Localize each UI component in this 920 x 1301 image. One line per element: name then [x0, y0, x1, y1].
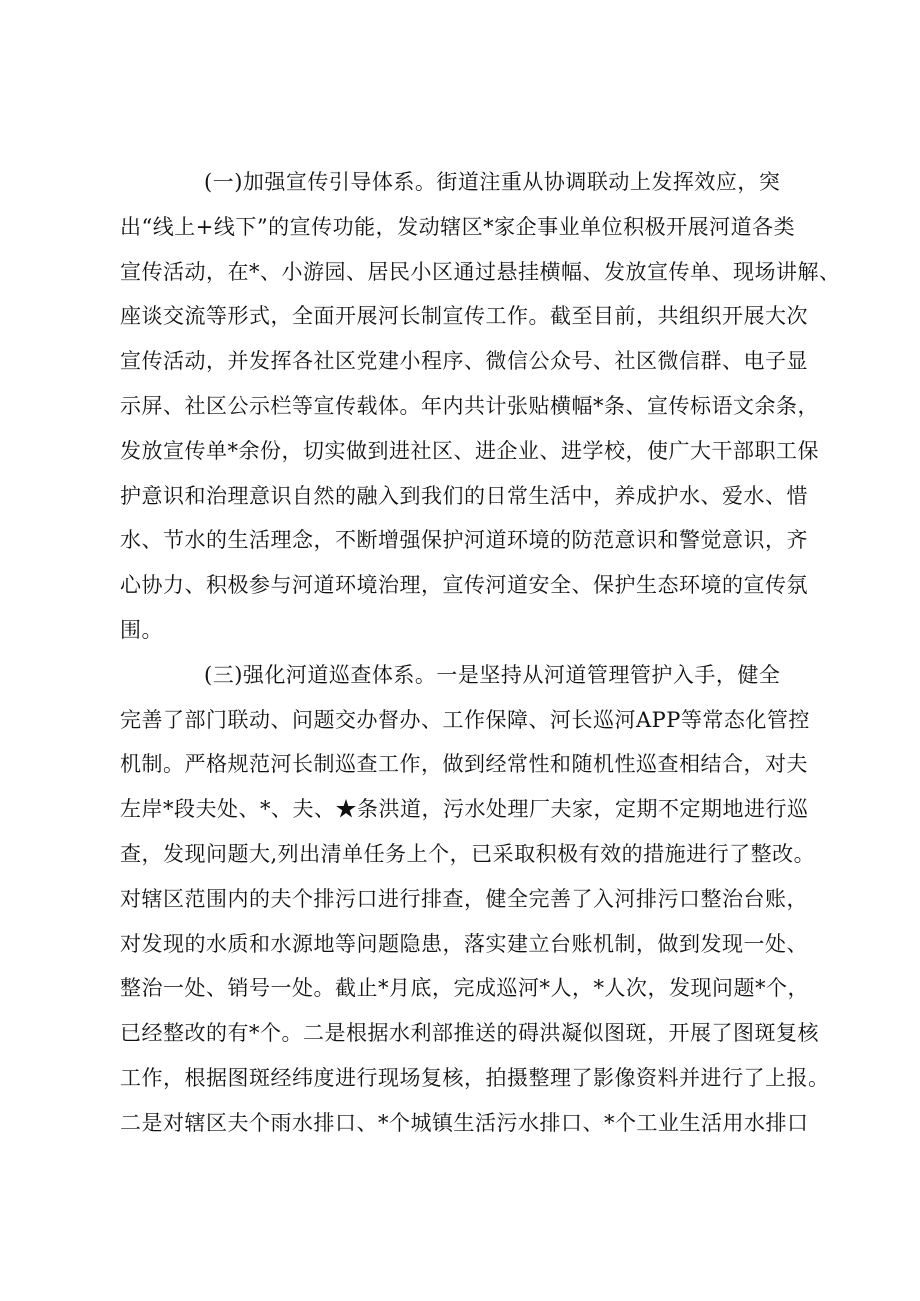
paragraph-line: 宣传活动，在*、小游园、居民小区通过悬挂横幅、发放宣传单、现场讲解、 — [120, 259, 841, 284]
paragraph-line: 已经整改的有*个。二是根据水利部推送的碍洪凝似图斑，开展了图斑复核 — [120, 1021, 819, 1046]
paragraph-line: 左岸*段夫处、*、夫、★条洪道，污水处理厂夫家，定期不定期地进行巡 — [120, 797, 809, 822]
paragraph-line: 示屏、社区公示栏等宣传载体。年内共计张贴横幅*条、宣传标语文余条， — [120, 393, 819, 418]
paragraph-line: 整治一处、销号一处。截止*月底，完成巡河*人，*人次，发现问题*个， — [120, 976, 809, 1001]
paragraph-line: (三)强化河道巡查体系。一是坚持从河道管理管护入手，健全 — [204, 662, 781, 687]
paragraph-line: 座谈交流等形式，全面开展河长制宣传工作。截至目前，共组织开展大次 — [120, 304, 808, 329]
paragraph-river-patrol-system — [120, 653, 830, 1146]
paragraph-line: 机制。严格规范河长制巡查工作，做到经常性和随机性巡查相结合，对夫 — [120, 752, 808, 777]
paragraph-line: 对发现的水质和水源地等问题隐患，落实建立台账机制，做到发现一处、 — [120, 931, 808, 956]
paragraph-line: 水、节水的生活理念，不断增强保护河道环境的防范意识和警觉意识，齐 — [120, 528, 808, 553]
paragraph-line: (一)加强宣传引导体系。街道注重从协调联动上发挥效应，突 — [204, 170, 781, 194]
paragraph-line: 出“线上+线下”的宣传功能，发动辖区*家企事业单位积极开展河道各类 — [120, 214, 796, 239]
paragraph-line: 对辖区范围内的夫个排污口进行排查，健全完善了入河排污口整治台账， — [120, 886, 808, 911]
paragraph-line: 完善了部门联动、问题交办督办、工作保障、河长巡河APP等常态化管控 — [120, 707, 810, 732]
paragraph-line: 工作，根据图斑经纬度进行现场复核，拍摄整理了影像资料并进行了上报。 — [120, 1065, 830, 1090]
paragraph-line: 护意识和治理意识自然的融入到我们的日常生活中，养成护水、爱水、惜 — [120, 483, 808, 508]
paragraph-publicity-system — [120, 160, 841, 653]
paragraph-line: 查，发现问题大,列出清单任务上个，已采取积极有效的措施进行了整改。 — [120, 841, 816, 866]
paragraph-line: 发放宣传单*余份，切实做到进社区、进企业、进学校，使广大干部职工保 — [120, 438, 819, 463]
paragraph-line: 宣传活动，并发挥各社区党建小程序、微信公众号、社区微信群、电子显 — [120, 349, 808, 374]
document-body — [120, 160, 841, 1146]
paragraph-line: 围。 — [120, 617, 163, 642]
paragraph-line: 二是对辖区夫个雨水排口、*个城镇生活污水排口、*个工业生活用水排口 — [120, 1110, 809, 1135]
paragraph-line: 心协力、积极参与河道环境治理，宣传河道安全、保护生态环境的宣传氛 — [120, 573, 808, 598]
